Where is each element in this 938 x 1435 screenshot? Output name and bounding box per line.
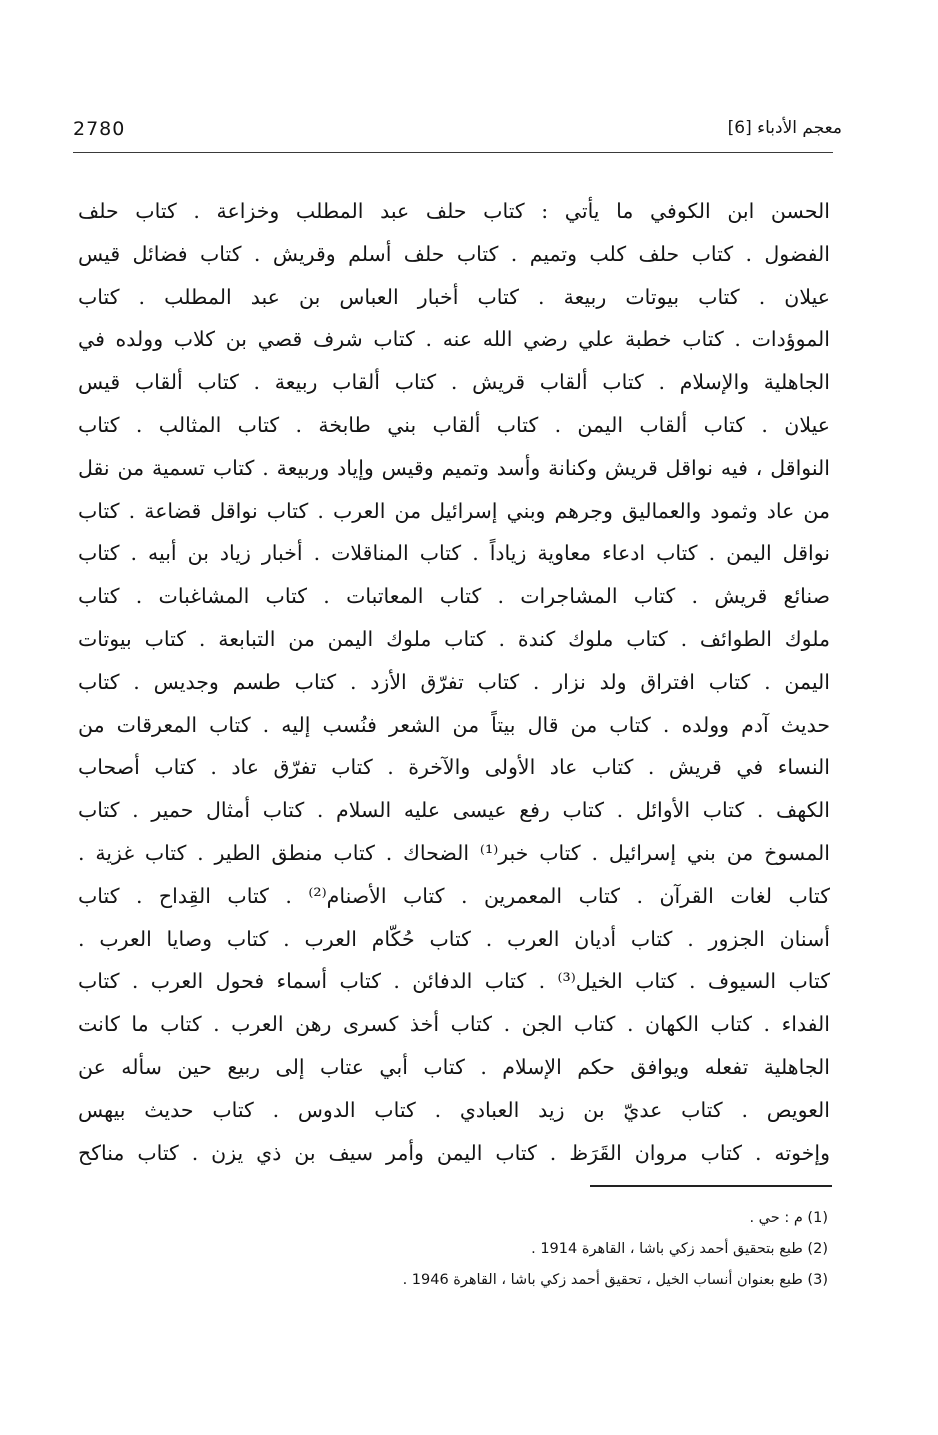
text-line: النواقل ، فيه نواقل قريش وكنانة وأسد وتميم وقيس وإياد وربيعة . كتاب تسمية من نقل: [78, 455, 830, 480]
text-line: نواقل اليمن . كتاب ادعاء معاوية زياداً . كتاب المناقلات . أخبار زياد بن أبيه . كتاب: [78, 541, 830, 566]
text-line: الجاهلية تفعله ويوافق حكم الإسلام . كتاب أبي عتاب إلى ربيع حين سأله عن: [78, 1054, 830, 1079]
text-line: عيلان . كتاب ألقاب اليمن . كتاب ألقاب بني طابخة . كتاب المثالب . كتاب: [78, 412, 830, 437]
text-line: كتاب لغات القرآن . كتاب المعمرين . كتاب الأصنام⁽²⁾ . كتاب القِداح . كتاب: [78, 883, 830, 908]
footnote: (2) طبع بتحقيق أحمد زكي باشا ، القاهرة 1914 .: [531, 1241, 828, 1257]
footnote-separator: [590, 1185, 832, 1187]
footnote: (3) طبع بعنوان أنساب الخيل ، تحقيق أحمد زكي باشا ، القاهرة 1946 .: [402, 1272, 828, 1288]
text-line: من عاد وثمود والعماليق وجرهم وبني إسرائيل من العرب . كتاب نواقل قضاعة . كتاب: [78, 498, 830, 523]
main-text: [78, 190, 830, 1174]
text-line: الجاهلية والإسلام . كتاب ألقاب قريش . كتاب ألقاب ربيعة . كتاب ألقاب قيس: [78, 370, 830, 395]
text-line: المسوخ من بني إسرائيل . كتاب خبر⁽¹⁾ الضحاك . كتاب منطق الطير . كتاب غزية .: [78, 840, 830, 865]
text-line: أسنان الجزور . كتاب أديان العرب . كتاب حُكّام العرب . كتاب وصايا العرب .: [78, 926, 830, 951]
text-line: صنائع قريش . كتاب المشاجرات . كتاب المعاتبات . كتاب المشاغبات . كتاب: [78, 584, 830, 609]
text-line: النساء في قريش . كتاب عاد الأولى والآخرة . كتاب تفرّق عاد . كتاب أصحاب: [78, 755, 830, 780]
text-line: الفداء . كتاب الكهان . كتاب الجن . كتاب أخذ كسرى رهن العرب . كتاب ما كانت: [78, 1012, 830, 1037]
text-line: العويص . كتاب عديّ بن زيد العبادي . كتاب الدوس . كتاب حديث بيهس: [78, 1097, 830, 1122]
text-line: الحسن ابن الكوفي ما يأتي : كتاب حلف عبد المطلب وخزاعة . كتاب حلف: [78, 199, 830, 223]
text-line: ملوك الطوائف . كتاب ملوك كندة . كتاب ملوك اليمن من التبابعة . كتاب بيوتات: [78, 626, 830, 651]
footnote: (1) م : حي .: [749, 1210, 828, 1226]
text-line: وإخوته . كتاب مروان القَرَظ . كتاب اليمن وأمر سيف بن ذي يزن . كتاب مناكح: [78, 1140, 830, 1165]
text-line: كتاب السيوف . كتاب الخيل⁽³⁾ . كتاب الدفائن . كتاب أسماء فحول العرب . كتاب: [78, 969, 830, 994]
running-head-book-title: معجم الأدباء [6]: [727, 118, 842, 138]
text-line: اليمن . كتاب افتراق ولد نزار . كتاب تفرّق الأزد . كتاب طسم وجديس . كتاب: [78, 669, 830, 694]
page-number: 2780: [73, 118, 126, 140]
header-rule: [73, 152, 833, 153]
text-line: الكهف . كتاب الأوائل . كتاب رفع عيسى عليه السلام . كتاب أمثال حمير . كتاب: [78, 798, 830, 823]
footnotes: [403, 1203, 828, 1296]
text-line: الموؤدات . كتاب خطبة علي رضي الله عنه . كتاب شرف قصي بن كلاب وولده في: [78, 327, 830, 352]
text-line: حديث آدم وولده . كتاب من قال بيتاً من الشعر فنُسب إليه . كتاب المعرقات من: [78, 712, 830, 737]
text-line: الفضول . كتاب حلف كلب وتميم . كتاب حلف أسلم وقريش . كتاب فضائل قيس: [78, 241, 830, 266]
text-line: عيلان . كتاب بيوتات ربيعة . كتاب أخبار العباس بن عبد المطلب . كتاب: [78, 284, 830, 309]
